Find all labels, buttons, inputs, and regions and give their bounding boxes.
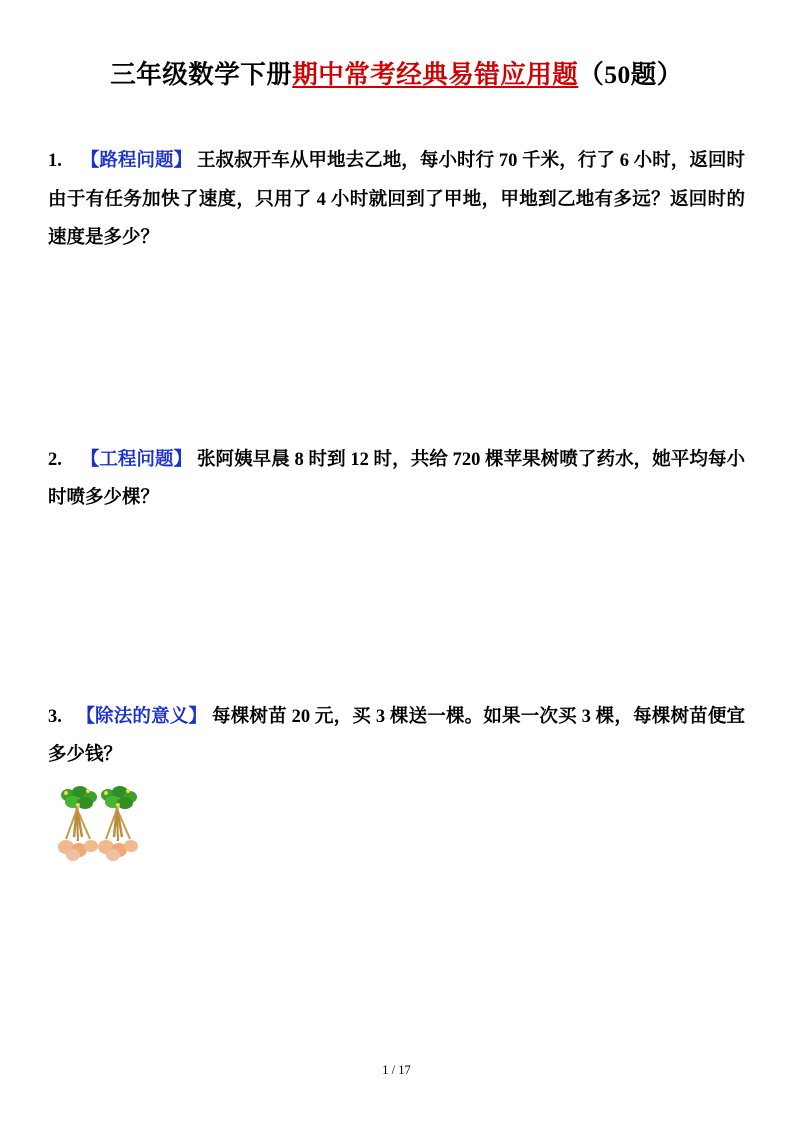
seedling-icon bbox=[92, 785, 144, 865]
question-item-1 bbox=[48, 142, 745, 257]
page-title-part-1: 三年级数学下册 bbox=[110, 60, 293, 89]
tree-seedlings-clipart bbox=[52, 785, 172, 865]
page-title-part-3: （50题） bbox=[578, 60, 683, 89]
question-text-1: 王叔叔开车从甲地去乙地，每小时行 70 千米，行了 6 小时，返回时由于有任务加快了速度，只用了 4 小时就回到了甲地，甲地到乙地有多远？返回时的速度是多少？ bbox=[48, 151, 746, 249]
question-number-1: 1. bbox=[48, 151, 62, 172]
question-text-2: 张阿姨早晨 8 时到 12 时，共给 720 棵苹果树喷了药水，她平均每小时喷多少棵？ bbox=[48, 449, 746, 509]
question-tag-1: 【路程问题】 bbox=[80, 151, 193, 172]
question-item-3 bbox=[48, 698, 745, 775]
question-tag-2: 【工程问题】 bbox=[80, 449, 193, 470]
question-number-2: 2. bbox=[48, 449, 62, 470]
question-tag-3: 【除法的意义】 bbox=[76, 706, 208, 727]
question-item-2 bbox=[48, 441, 745, 518]
page-title-part-2: 期中常考经典易错应用题 bbox=[292, 60, 579, 89]
question-number-3: 3. bbox=[48, 706, 62, 727]
page-number-footer: 1 / 17 bbox=[382, 1063, 411, 1077]
question-text-3: 每棵树苗 20 元，买 3 棵送一棵。如果一次买 3 棵，每棵树苗便宜多少钱？ bbox=[48, 706, 746, 766]
page-title bbox=[48, 58, 745, 92]
